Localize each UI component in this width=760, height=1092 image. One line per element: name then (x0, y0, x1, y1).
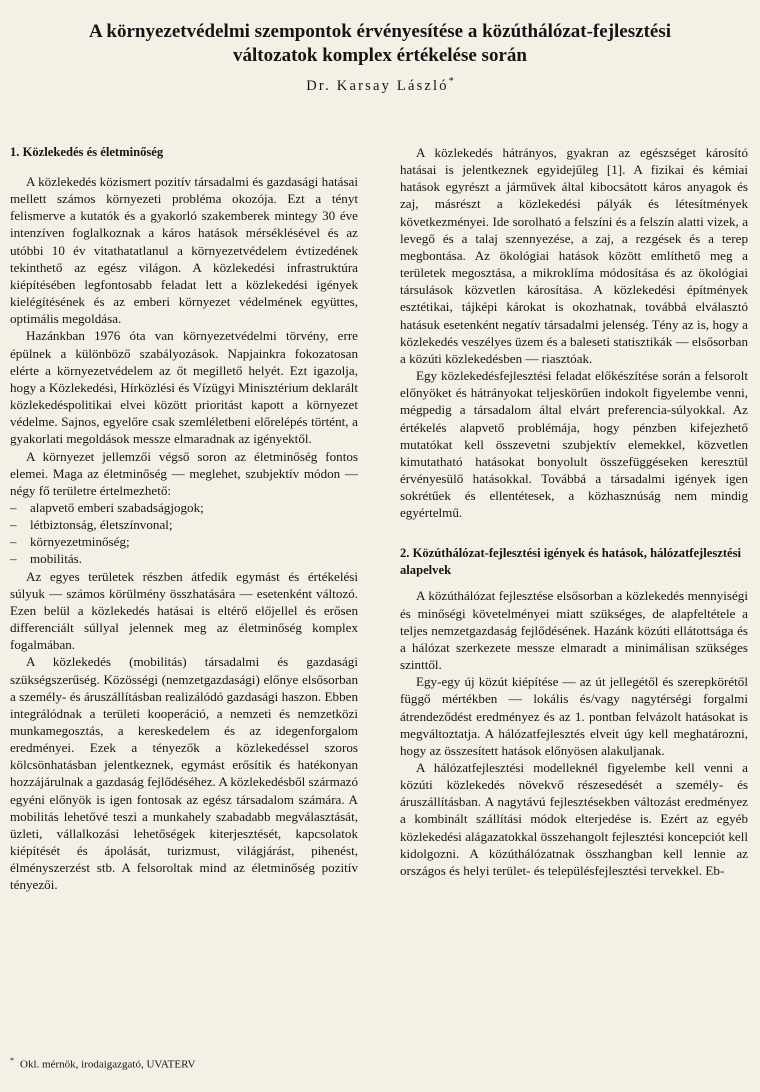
list-dash: – (10, 517, 17, 533)
section-1-paragraph-6: A közlekedés hátrányos, gyakran az egészséget károsító hatásai is jelentkeznek egyidejűleg [1]. A fizikai és kémiai hatások egyrészt a járművek által kibocsátott káros anyagok és zaj, másrészt a közlekedési pályák és létesítmények következményei. Ide sorolható a felszíni és a felszín alatti vizek, a levegő és a talaj szennyezése, a zaj, a rezgések és a terep megbontása. Az ökológiai hatások között említhető meg a területek megosztása, a mikroklíma módosítása és az ökológiai társulások közvetlen károsítása. A közlekedési építmények esztétikai, tájképi károkat is okozhatnak, továbbá elválasztó hatásuk esetenként negatív társadalmi jelenség. Tény az is, hogy a közlekedés veszélyes üzem és a baleseti statisztikák — elsősorban a közúti közlekedésben — riasztóak. (400, 145, 748, 366)
title-line-2: változatok komplex értékelése során (233, 45, 527, 66)
title-line-1: A környezetvédelmi szempontok érvényesítése a közúthálózat-fejlesztési (89, 21, 671, 42)
section-1-heading: 1. Közlekedés és életminőség (10, 145, 164, 159)
right-column (400, 144, 748, 879)
list-dash: – (10, 534, 17, 550)
section-2-heading: 2. Közúthálózat-fejlesztési igények és hatások, hálózatfejlesztési alapelvek (400, 546, 742, 578)
list-dash: – (10, 499, 17, 515)
section-1-paragraph-2: Hazánkban 1976 óta van környezetvédelmi törvény, erre épülnek a különböző szabályozások. Napjainkra fokozatosan elérte a környezetvédelem az őt megillető helyét. Ezt igazolja, hogy a Közlekedési, Hírközlési és Vízügyi Minisztérium deklarált közlekedéspolitikai elvei között prioritást kapott a környezet védelme. Sajnos, egyelőre csak szemléletbeni előrelépés történt, a gyakorlati megoldások messze elmaradnak az igényektől. (10, 328, 358, 447)
list-item (10, 516, 358, 533)
list-item (10, 533, 358, 550)
section-2-paragraph-3: A hálózatfejlesztési modelleknél figyelembe kell venni a közúti közlekedés növekvő részesedését a személy- és áruszállításban. A nagytávú fejlesztésekben változást eredményez a kombinált szállítási módok elterjedése is. Ezért az egyéb közlekedési alágazatokkal összehangolt fejlesztési koncepciót kell kidolgozni. A közúthálózatnak összhangban kell lennie az országos és helyi terület- és településfejlesztési tervekkel. Eb- (400, 760, 748, 878)
footnote-mark: * (10, 1056, 14, 1065)
footnote-text: Okl. mérnök, irodaigazgató, UVATERV (20, 1058, 196, 1071)
section-1-paragraph-5: A közlekedés (mobilitás) társadalmi és gazdasági szükségszerűség. Közösségi (nemzetgazdasági) előnye elsősorban a személy- és áruszállításban realizálódó gazdasági haszon. Ebben integrálódnak a területi kooperáció, a nemzeti és nemzetközi munkamegosztás, a kereskedelem és az idegenforgalom eredményei. Ezek a tényezők a közlekedéssel szoros kölcsönhatásban jelentkeznek, egymást erősítik és hatékonyan hozzájárulnak a gazdaság fejlődéséhez. A közlekedésből származó egyéni előnyök is igen fontosak az egész társadalom számára. A mobilitás lehetővé teszi a munkahely szabadabb megválasztását, üzleti, vállalkozási lehetőségek kiterjesztését, kapcsolatok kiépítését és ápolását, turizmust, világjárást, pihenést, élményszerzést stb. A felsoroltak mind az életminőség pozitív tényezői. (10, 654, 358, 893)
list-item (10, 550, 358, 567)
paper-title (20, 20, 740, 68)
list-item-text: mobilitás. (30, 551, 83, 567)
list-dash: – (10, 551, 17, 567)
list-item-text: környezetminőség; (30, 534, 130, 550)
section-2-paragraph-1: A közúthálózat fejlesztése elsősorban a közlekedés mennyiségi és minőségi követelményei miatt szükséges, de alapfeltétele a teljes nemzetgazdaság fejlődésének. Hazánk közúti ellátottsága és a hálózat szerkezete messze elmaradt a minimálisan szükséges szinttől. (400, 588, 748, 673)
section-1-paragraph-3: A környezet jellemzői végső soron az életminőség fontos elemei. Maga az életminőség — meglehet, szubjektív módon — négy fő területre értelmezhető: (10, 448, 358, 498)
section-2-paragraph-2: Egy-egy új közút kiépítése — az út jellegétől és szerepkörétől függő mértékben — lokális és/vagy nagytérségi forgalmi átrendeződést eredményez és az 1. pontban felvázolt hatásokat is megváltoztatja. A hálózatfejlesztés elveit úgy kell meghatározni, hogy az összesített hatások előnyösen alakuljanak. (400, 674, 748, 758)
list-item-text: létbiztonság, életszínvonal; (30, 517, 173, 533)
section-1-paragraph-1: A közlekedés közismert pozitív társadalmi és gazdasági hatásai mellett számos környezeti probléma okozója. Ezt a tényt felismerve a kutatók és a gyakorló szakemberek mintegy 30 éve intenzíven foglalkoznak a káros hatások mérséklésével és az utóbbi 10 év vitathatatlanul a környezetvédelem évtizedének tekinthető az egész világon. A közlekedési infrastruktúra kiépítésében legfontosabb feladat lett a közlekedési igények kielégítésének és az emberi környezet védelmének együttes, optimális megoldása. (10, 174, 358, 327)
list-item-text: alapvető emberi szabadságjogok; (30, 499, 204, 515)
list-item (10, 499, 358, 516)
section-1-paragraph-4: Az egyes területek részben átfedik egymást és értékelési súlyuk — számos körülmény összhatására — esetenként változó. Ezen belül a közlekedés hatásai is eltérő előjellel és erősen differenciált súllyal jelennek meg az életminőség komplex fogalmában. (10, 568, 358, 653)
quality-of-life-list (10, 499, 358, 568)
author-name: Dr. Karsay László (306, 77, 449, 94)
author-line (20, 76, 740, 95)
left-column (10, 144, 358, 894)
footnote (10, 1054, 358, 1072)
author-footnote-mark: * (448, 76, 454, 87)
section-1-paragraph-7: Egy közlekedésfejlesztési feladat előkészítése során a felsorolt előnyöket és hátrányokat teljeskörűen indokolt figyelembe venni, mégpedig a társadalom által elvárt preferencia-súlyokkal. Az értékelés alapvető problémája, hogy pénzben kifejezhető mutatókat kell összevetni szubjektív elemekkel, közvetlen kimutatható hatásokat bonyolult összefüggéseken keresztül érvényesülő hatásokkal. Továbbá a társadalmi igények igen sokrétűek és ellentétesek, a közhasznúság nem mindig egyértelmű. (400, 368, 748, 521)
